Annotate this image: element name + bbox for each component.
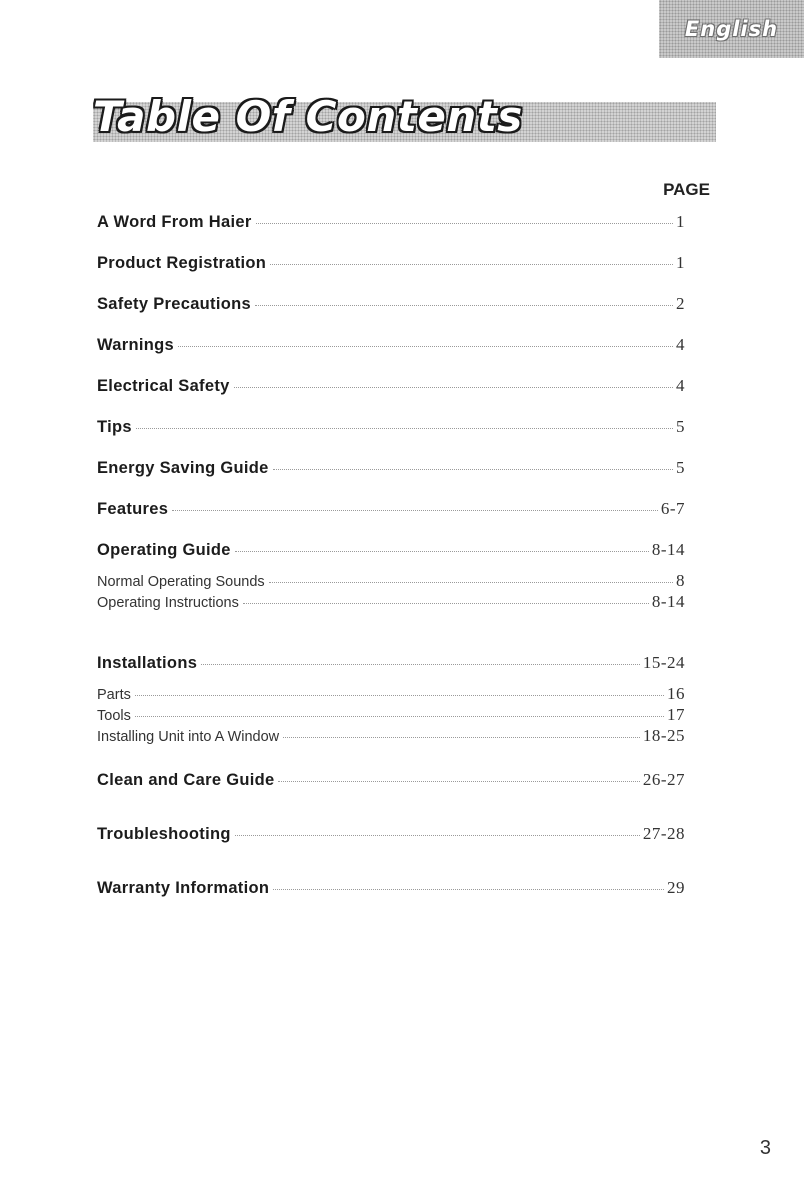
leader-dots: [135, 695, 664, 696]
toc-entry-page: 18-25: [642, 726, 685, 745]
toc-entry-label: Warranty Information: [97, 879, 270, 897]
toc-entry-page: 1: [676, 212, 685, 231]
toc-entry-label: Warnings: [97, 336, 174, 354]
toc-entry-label: Energy Saving Guide: [97, 459, 269, 477]
toc-entry-page: 6-7: [660, 499, 685, 518]
table-of-contents: [97, 212, 685, 909]
toc-entry-page: 2: [676, 294, 685, 313]
leader-dots: [283, 737, 640, 738]
toc-entry-label: Normal Operating Sounds: [97, 574, 265, 590]
toc-entry-page: 8: [676, 571, 685, 590]
leader-dots: [256, 223, 673, 224]
page-column-header: PAGE: [663, 180, 710, 199]
toc-entry-energy-saving-guide[interactable]: [97, 458, 685, 489]
toc-subentry-normal-operating-sounds[interactable]: [97, 571, 685, 592]
toc-entry-product-registration[interactable]: [97, 253, 685, 284]
toc-entry-electrical-safety[interactable]: [97, 376, 685, 407]
toc-entry-label: Electrical Safety: [97, 377, 230, 395]
toc-entry-troubleshooting[interactable]: [97, 824, 685, 855]
language-tab: [659, 0, 804, 58]
toc-entry-page: 4: [676, 376, 685, 395]
leader-dots: [269, 582, 673, 583]
leader-dots: [235, 551, 649, 552]
toc-entry-page: 26-27: [642, 770, 685, 789]
toc-entry-label: Installing Unit into A Window: [97, 729, 280, 745]
toc-entry-page: 5: [676, 458, 685, 477]
toc-entry-warranty-information[interactable]: [97, 878, 685, 909]
leader-dots: [273, 469, 673, 470]
toc-entry-page: 8-14: [651, 592, 685, 611]
toc-subentry-operating-instructions[interactable]: [97, 592, 685, 613]
leader-dots: [136, 428, 673, 429]
toc-entry-label: Safety Precautions: [97, 295, 251, 313]
toc-entry-page: 27-28: [642, 824, 685, 843]
leader-dots: [201, 664, 640, 665]
toc-entry-label: Troubleshooting: [97, 825, 231, 843]
toc-entry-page: 8-14: [651, 540, 685, 559]
leader-dots: [178, 346, 673, 347]
toc-entry-label: Tools: [97, 708, 131, 724]
leader-dots: [234, 387, 673, 388]
toc-entry-label: Features: [97, 500, 169, 518]
leader-dots: [255, 305, 673, 306]
page-title: Table Of Contents: [93, 92, 523, 141]
language-label: English: [684, 17, 779, 41]
leader-dots: [235, 835, 640, 836]
toc-subentry-installing-unit-into-a-window[interactable]: [97, 726, 685, 747]
toc-entry-label: A Word From Haier: [97, 213, 252, 231]
toc-entry-label: Operating Guide: [97, 541, 231, 559]
toc-entry-operating-guide[interactable]: [97, 540, 685, 571]
toc-entry-page: 17: [667, 705, 685, 724]
toc-entry-installations[interactable]: [97, 653, 685, 684]
toc-entry-warnings[interactable]: [97, 335, 685, 366]
leader-dots: [135, 716, 664, 717]
toc-entry-label: Installations: [97, 654, 198, 672]
leader-dots: [243, 603, 649, 604]
toc-entry-a-word-from-haier[interactable]: [97, 212, 685, 243]
toc-entry-label: Operating Instructions: [97, 595, 239, 611]
toc-entry-page: 1: [676, 253, 685, 272]
leader-dots: [278, 781, 639, 782]
toc-entry-tips[interactable]: [97, 417, 685, 448]
toc-entry-label: Clean and Care Guide: [97, 771, 275, 789]
toc-subentry-parts[interactable]: [97, 684, 685, 705]
toc-entry-page: 15-24: [642, 653, 685, 672]
toc-entry-clean-and-care-guide[interactable]: [97, 770, 685, 801]
leader-dots: [172, 510, 658, 511]
toc-entry-page: 5: [676, 417, 685, 436]
toc-subentry-tools[interactable]: [97, 705, 685, 726]
toc-entry-label: Product Registration: [97, 254, 267, 272]
page-number: 3: [759, 1137, 771, 1159]
toc-entry-label: Parts: [97, 687, 131, 703]
toc-entry-label: Tips: [97, 418, 132, 436]
toc-entry-features[interactable]: [97, 499, 685, 530]
leader-dots: [273, 889, 664, 890]
toc-entry-page: 16: [667, 684, 685, 703]
toc-entry-page: 29: [667, 878, 685, 897]
toc-entry-page: 4: [676, 335, 685, 354]
toc-entry-safety-precautions[interactable]: [97, 294, 685, 325]
leader-dots: [270, 264, 673, 265]
